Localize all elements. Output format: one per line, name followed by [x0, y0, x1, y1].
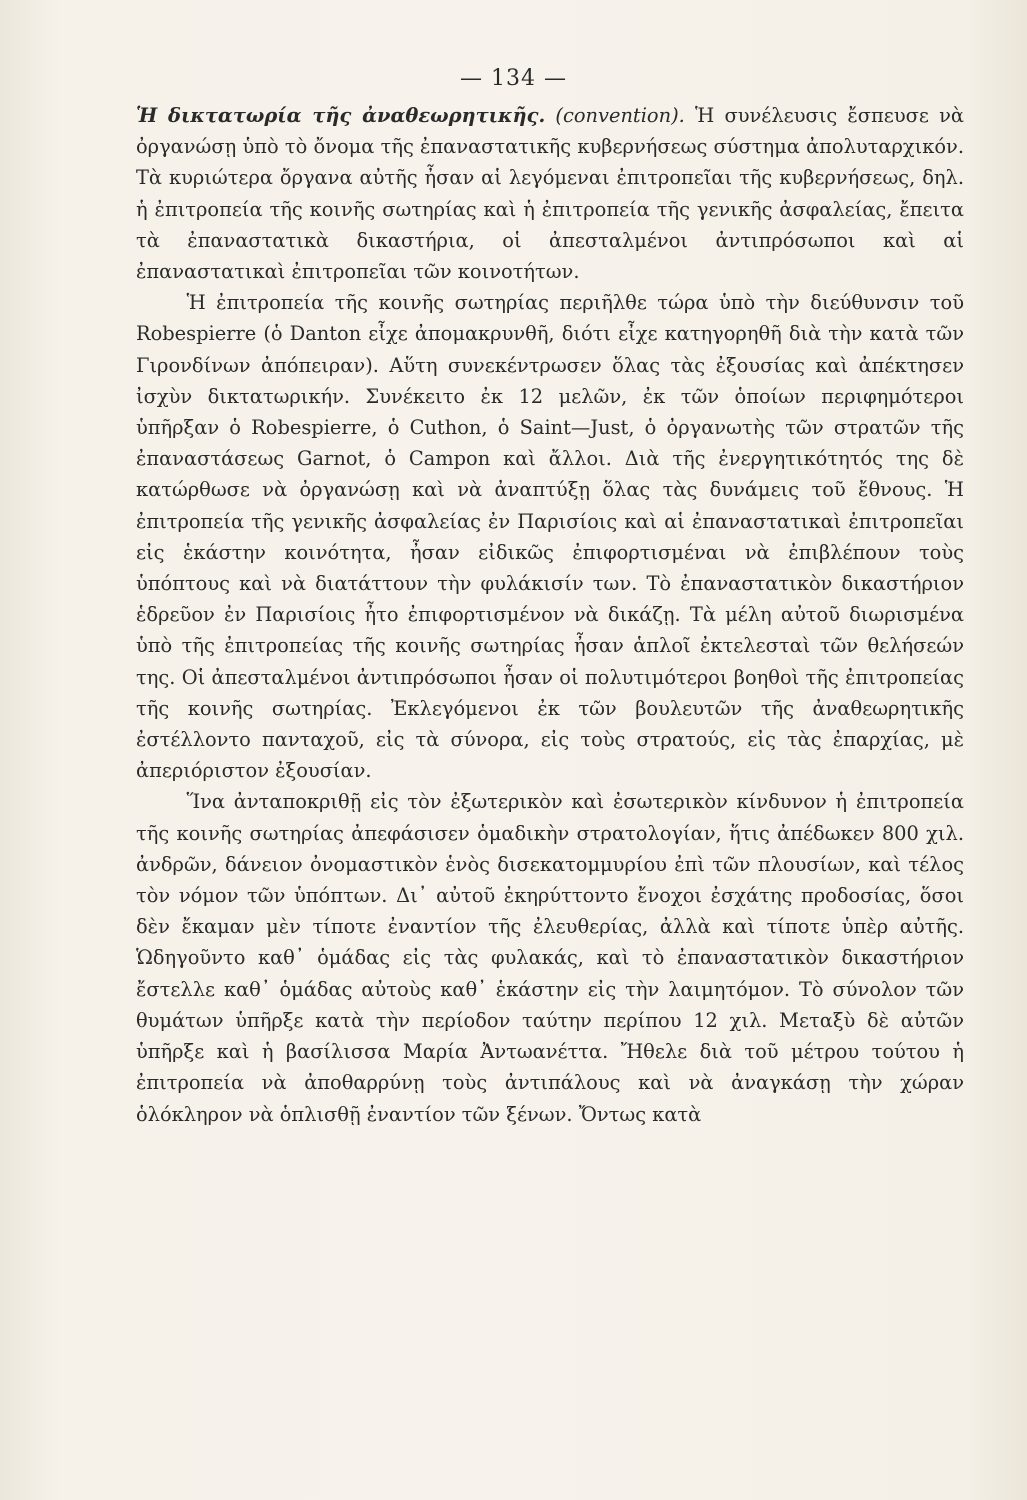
paragraph-2: Ἡ ἐπιτροπεία τῆς κοινῆς σωτηρίας περιῆλθε τώρα ὑπὸ τὴν διεύθυνσιν τοῦ Robespierre (ὁ Danton εἶχε ἀπομακρυνθῆ, διότι εἶχε κατηγορηθῆ διὰ τὴν κατὰ τῶν Γιρονδίνων ἀπόπειραν). Αὕτη συνεκέντρωσεν ὅλας τὰς ἐξουσίας καὶ ἀπέκτησεν ἰσχὺν δικτατωρικήν. Συνέκειτο ἐκ 12 μελῶν, ἐκ τῶν ὁποίων περιφημότεροι ὑπῆρξαν ὁ Robespierre, ὁ Cuthon, ὁ Saint—Just, ὁ ὀργανωτὴς τῶν στρατῶν τῆς ἐπαναστάσεως Garnot, ὁ Campon καὶ ἄλλοι. Διὰ τῆς ἐνεργητικότητός της δὲ κατώρθωσε νὰ ὀργανώσῃ καὶ νὰ ἀναπτύξῃ ὅλας τὰς δυνάμεις τοῦ ἔθνους. Ἡ ἐπιτροπεία τῆς γενικῆς ἀσφαλείας ἐν Παρισίοις καὶ αἱ ἐπαναστατικαὶ ἐπιτροπεῖαι εἰς ἑκάστην κοινότητα, ἦσαν εἰδικῶς ἐπιφορτισμέναι νὰ ἐπιβλέπουν τοὺς ὑπόπτους καὶ νὰ διατάττουν τὴν φυλάκισίν των. Τὸ ἐπαναστατικὸν δικαστήριον ἑδρεῦον ἐν Παρισίοις ἦτο ἐπιφορτισμένον νὰ δικάζῃ. Τὰ μέλη αὐτοῦ διωρισμένα ὑπὸ τῆς ἐπιτροπείας τῆς κοινῆς σωτηρίας ἦσαν ἁπλοῖ ἐκτελεσταὶ τῶν θελήσεών της. Οἱ ἀπεσταλμένοι ἀντιπρόσωποι ἦσαν οἱ πολυτιμότεροι βοηθοὶ τῆς ἐπιτροπείας τῆς κοινῆς σωτηρίας. Ἐκλεγόμενοι ἐκ τῶν βουλευτῶν τῆς ἀναθεωρητικῆς ἐστέλλοντο πανταχοῦ, εἰς τὰ σύνορα, εἰς τοὺς στρατούς, εἰς τὰς ἐπαρχίας, μὲ ἀπεριόριστον ἐξουσίαν.: [136, 291, 964, 783]
section-heading-suffix: (convention).: [555, 104, 685, 127]
page-number: — 134 —: [460, 66, 567, 91]
body-text: [136, 100, 964, 1130]
paragraph-1: [136, 100, 964, 287]
section-heading: Ἡ δικτατωρία τῆς ἀναθεωρητικῆς.: [136, 104, 546, 127]
paragraph-3: Ἵνα ἀνταποκριθῇ εἰς τὸν ἐξωτερικὸν καὶ ἐσωτερικὸν κίνδυνον ἡ ἐπιτροπεία τῆς κοινῆς σωτηρίας ἀπεφάσισεν ὁμαδικὴν στρατολογίαν, ἥτις ἀπέδωκεν 800 χιλ. ἀνδρῶν, δάνειον ὀνομαστικὸν ἑνὸς δισεκατομμυρίου ἐπὶ τῶν πλουσίων, καὶ τέλος τὸν νόμον τῶν ὑπόπτων. Δι᾽ αὐτοῦ ἐκηρύττοντο ἔνοχοι ἐσχάτης προδοσίας, ὅσοι δὲν ἔκαμαν μὲν τίποτε ἐναντίον τῆς ἐλευθερίας, ἀλλὰ καὶ τίποτε ὑπὲρ αὐτῆς. Ὡδηγοῦντο καθ᾽ ὁμάδας εἰς τὰς φυλακάς, καὶ τὸ ἐπαναστατικὸν δικαστήριον ἔστελλε καθ᾽ ὁμάδας αὐτοὺς καθ᾽ ἑκάστην εἰς τὴν λαιμητόμον. Τὸ σύνολον τῶν θυμάτων ὑπῆρξε κατὰ τὴν περίοδον ταύτην περίπου 12 χιλ. Μεταξὺ δὲ αὐτῶν ὑπῆρξε καὶ ἡ βασίλισσα Μαρία Ἀντωανέττα. Ἤθελε διὰ τοῦ μέτρου τούτου ἡ ἐπιτροπεία νὰ ἀποθαρρύνῃ τοὺς ἀντιπάλους καὶ νὰ ἀναγκάσῃ τὴν χώραν ὁλόκληρον νὰ ὁπλισθῇ ἐναντίον τῶν ξένων. Ὄντως κατὰ: [136, 790, 964, 1126]
paragraph-1-text: Ἡ συνέλευσις ἔσπευσε νὰ ὀργανώσῃ ὑπὸ τὸ ὄνομα τῆς ἐπαναστατικῆς κυβερνήσεως σύστημα ἀπολυταρχικόν. Τὰ κυριώτερα ὄργανα αὐτῆς ἦσαν αἱ λεγόμεναι ἐπιτροπεῖαι τῆς κυβερνήσεως, δηλ. ἡ ἐπιτροπεία τῆς κοινῆς σωτηρίας καὶ ἡ ἐπιτροπεία τῆς γενικῆς ἀσφαλείας, ἔπειτα τὰ ἐπαναστατικὰ δικαστήρια, οἱ ἀπεσταλμένοι ἀντιπρόσωποι καὶ αἱ ἐπαναστατικαὶ ἐπιτροπεῖαι τῶν κοινοτήτων.: [136, 104, 964, 284]
